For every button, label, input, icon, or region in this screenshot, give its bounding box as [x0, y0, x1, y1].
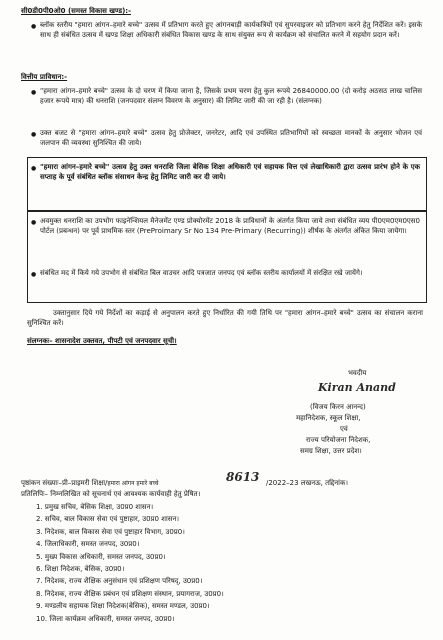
- list-item: 3. निदेशक, बाल विकास सेवा एवं पुष्टाहार विभाग, उ0प्र0।: [36, 527, 185, 536]
- list-item: 2. सचिव, बाल विकास सेवा एवं पुष्टाहार, उ0प्र0 शासन।: [36, 515, 180, 524]
- bullet-icon: ●: [31, 131, 37, 138]
- recipients-list: [36, 502, 224, 626]
- bullet-icon: ●: [31, 23, 37, 30]
- ref-suffix: /2022–23 लखनऊ, तद्दिनांक।: [266, 479, 349, 487]
- list-item: 10. जिला कार्यक्रम अधिकारी, समस्त जनपद, उ0प्र0।: [36, 614, 175, 623]
- yours-faithfully: भवदीय: [348, 369, 367, 377]
- ref-prefix: पृष्ठांकन संख्याः–प्री–प्राइमरी शिक्षा/: [21, 479, 108, 487]
- list-item: 4. जिलाधिकारी, समस्त जनपद, उ0प्र0।: [36, 540, 140, 549]
- list-item: 1. प्रमुख सचिव, बेसिक शिक्षा, उ0प्र0 शासन।: [36, 503, 154, 511]
- list-item: 8. निदेशक, राज्य शैक्षिक प्रबंधन एवं प्रशिक्षण संस्थान, प्रयागराज, उ0प्र0।: [36, 589, 224, 598]
- finance-para-1: "हमारा आंगन–हमारे बच्चे" उत्सव के दो चरण में किया जाना है, जिसके प्रथम चरण हेतु कुल रूपये 26840000.00 (दो करोड़ अठसठ लाख चालिस हजार रूपये मात्र) की धनराशि (जनपदवार संलग्न विवरण के अनुसार) की लिमिट जारी की जा रही है। (संलग्नक): [40, 87, 422, 106]
- bullet-icon: ●: [31, 271, 37, 278]
- list-item: 6. शिक्षा निदेशक, बेसिक, उ0प्र0।: [36, 564, 125, 573]
- ref-subject: हमारा आंगन हमारे बच्चे: [107, 480, 159, 487]
- list-item: 5. मुख्य विकास अधिकारी, समस्त जनपद, उ0प्र0।: [36, 552, 166, 561]
- enclosure-line: संलग्नकः– शासनादेश उक्तवत, पीपटी एवं जनपदवार सूची।: [27, 337, 177, 345]
- bullet-icon: ●: [31, 89, 37, 96]
- finance-heading: वित्तीय प्राविधान:-: [21, 73, 68, 81]
- bullet-icon: ●: [31, 219, 37, 226]
- finance-para-3: "हमारा आंगन–हमारे बच्चे" उत्सव हेतु उक्त धनराशि जिला बेसिक शिक्षा अधिकारी एवं सहायक वित्त एवं लेखाधिकारी द्वारा उत्सव प्रारंभ होने के एक सप्ताह के पूर्व संबंधित ब्लॉक संसाधन केन्द्र हेतु लिमिट जारी कर दी जाये।: [40, 163, 420, 182]
- ref-number-handwritten: 8613: [226, 470, 260, 484]
- endorsement-reference: [21, 478, 159, 489]
- list-item: 7. निदेशक, राज्य शैक्षिक अनुसंधान एवं प्रशिक्षण परिषद्, उ0प्र0।: [36, 577, 203, 586]
- signatory-title-2: एवं: [340, 425, 348, 433]
- finance-para-5: संबंधित मद में किये गये उपभोग से संबंधित बिल वाउचर आदि पत्रजात जनपद एवं ब्लॉक स्तरीय कार्यालयों में संरक्षित रखे जायेंगे।: [40, 269, 363, 277]
- signatory-title-1: महानिदेशक, स्कूल शिक्षा,: [296, 414, 361, 422]
- finance-para-4: अवमुक्त धनराशि का उपभोग फाइनेन्शियल मैनेजमेंट एण्ड प्रोक्योरमेंट 2018 के प्राविधानों के अंतर्गत किया जाये तथा संबंधित व्यय पी0एम0एम0एस0 पोर्टल (प्रबन्धन) पर पूर्व प्राथमिक स्तर (PreProimary Sr No 134 Pre-Primary (Recurring)) शीर्षक के अंतर्गत अंकित किया जायेगा।: [40, 217, 420, 236]
- signatory-title-3: राज्य परियोजना निदेशक,: [306, 436, 371, 444]
- handwritten-signature: Kiran Anand: [318, 381, 396, 394]
- signatory-title-4: समग्र शिक्षा, उत्तर प्रदेश।: [300, 447, 362, 455]
- copy-to-intro: प्रतिलिपिः– निम्नलिखित को सूचनार्थ एवं आवश्यक कार्यवाही हेतु प्रेषित।: [21, 490, 201, 498]
- signatory-name: (विजय किरन आनन्द): [310, 403, 366, 411]
- closing-paragraph: उक्तानुसार दिये गये निर्देशों का कड़ाई से अनुपालन करते हुए निर्धारित की गयी तिथि पर "हमारा आंगन–हमारे बच्चे" उत्सव का संचालन कराना सुनिश्चित करें।: [27, 309, 423, 328]
- cdpo-heading: सी0डी0पी0ओ0 (समस्त विकास खण्ड):-: [21, 7, 132, 15]
- bullet-icon: ●: [31, 165, 37, 172]
- cdpo-text: ब्लॉक स्तरीय "हमारा आंगन–हमारे बच्चे" उत्सव में प्रतिभाग करते हुए आंगनबाड़ी कार्यकत्रियों एवं सुपरवाइजर को प्रतिभाग करने हेतु निर्देशित करें। इसके साथ ही संबंधित उत्सव में खण्ड शिक्षा अधिकारी संबंधित विकास खण्ड के साथ संयुक्त रूप से कार्यक्रम को संचालित करने में सहयोग प्रदान करें।: [40, 21, 422, 40]
- list-item: 9. मण्डलीय सहायक शिक्षा निदेशक(बेसिक), समस्त मण्डल, उ0प्र0।: [36, 602, 210, 611]
- finance-para-2: उक्त बजट से "हमारा आंगन–हमारे बच्चे" उत्सव हेतु प्रोजेक्टर, जनरेटर, आदि एवं उपस्थित प्रतिभागियों को स्वच्छता मानकों के अनुसार भोजन एवं जलपान की व्यवस्था सुनिश्चित की जाये।: [40, 129, 422, 148]
